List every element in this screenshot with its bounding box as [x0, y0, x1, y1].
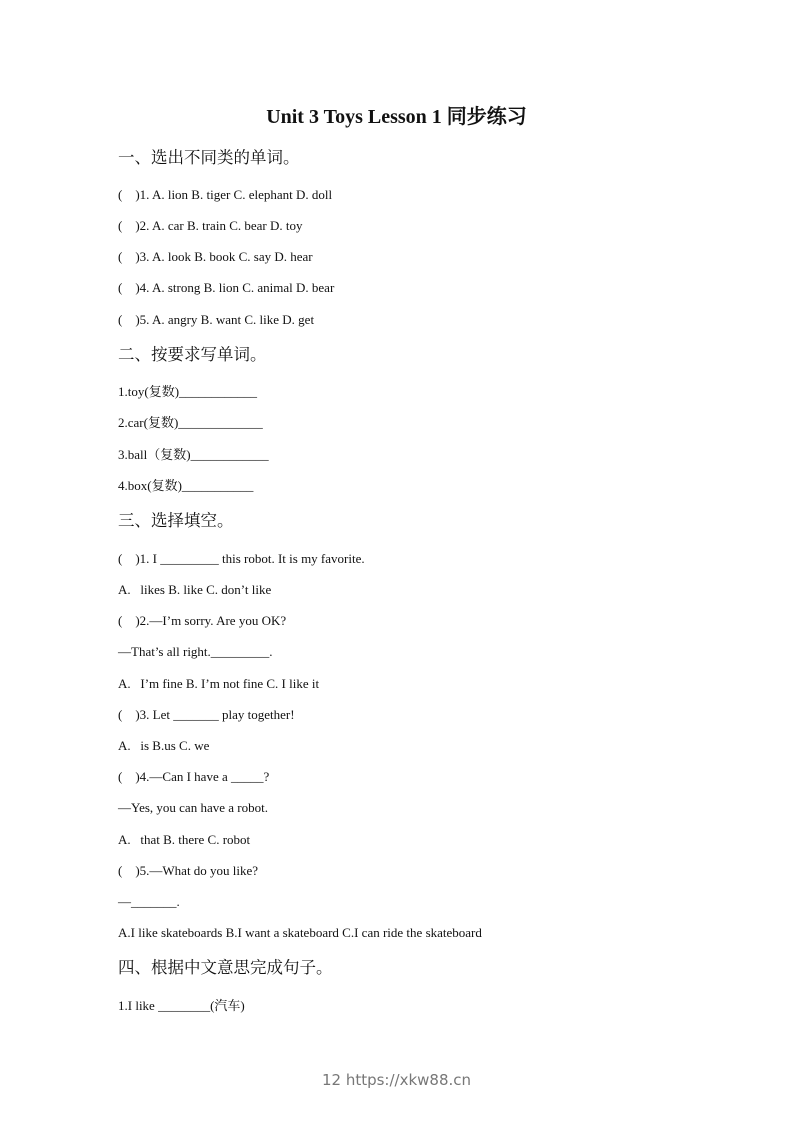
question-item: 1.I like ________(汽车) [118, 998, 245, 1013]
page-title: Unit 3 Toys Lesson 1 同步练习 [266, 106, 527, 128]
section-2-heading: 二、按要求写单词。 [118, 345, 267, 364]
section-4-heading: 四、根据中文意思完成句子。 [118, 958, 333, 977]
question-item: 2.car(复数)_____________ [118, 415, 263, 430]
question-line: A. that B. there C. robot [118, 832, 251, 847]
question-line: A. I’m fine B. I’m not fine C. I like it [118, 676, 320, 691]
question-line: A.I like skateboards B.I want a skateboard C.I can ride the skateboard [118, 925, 482, 940]
question-line: ( )3. Let _______ play together! [118, 707, 295, 722]
section-3-heading: 三、选择填空。 [118, 511, 234, 530]
question-line: ( )2.—I’m sorry. Are you OK? [118, 613, 287, 628]
question-item: ( )3. A. look B. book C. say D. hear [118, 249, 313, 264]
section-1-heading: 一、选出不同类的单词。 [118, 148, 300, 167]
question-line: —Yes, you can have a robot. [118, 800, 268, 815]
question-line: A. is B.us C. we [118, 738, 210, 753]
question-item: 4.box(复数)___________ [118, 478, 254, 493]
question-line: ( )4.—Can I have a _____? [118, 769, 270, 784]
question-line: —That’s all right._________. [118, 644, 273, 659]
question-item: ( )5. A. angry B. want C. like D. get [118, 312, 315, 327]
question-item: 1.toy(复数)____________ [118, 384, 258, 399]
question-line: A. likes B. like C. don’t like [118, 582, 272, 597]
question-line: —_______. [118, 894, 180, 909]
question-line: ( )1. I _________ this robot. It is my favorite. [118, 551, 365, 566]
question-item: ( )1. A. lion B. tiger C. elephant D. doll [118, 187, 333, 202]
question-item: ( )2. A. car B. train C. bear D. toy [118, 218, 303, 233]
question-line: ( )5.—What do you like? [118, 863, 259, 878]
question-item: ( )4. A. strong B. lion C. animal D. bear [118, 280, 335, 295]
footer-watermark: 12 https://xkw88.cn [321, 1071, 472, 1089]
question-item: 3.ball（复数)____________ [118, 447, 269, 462]
